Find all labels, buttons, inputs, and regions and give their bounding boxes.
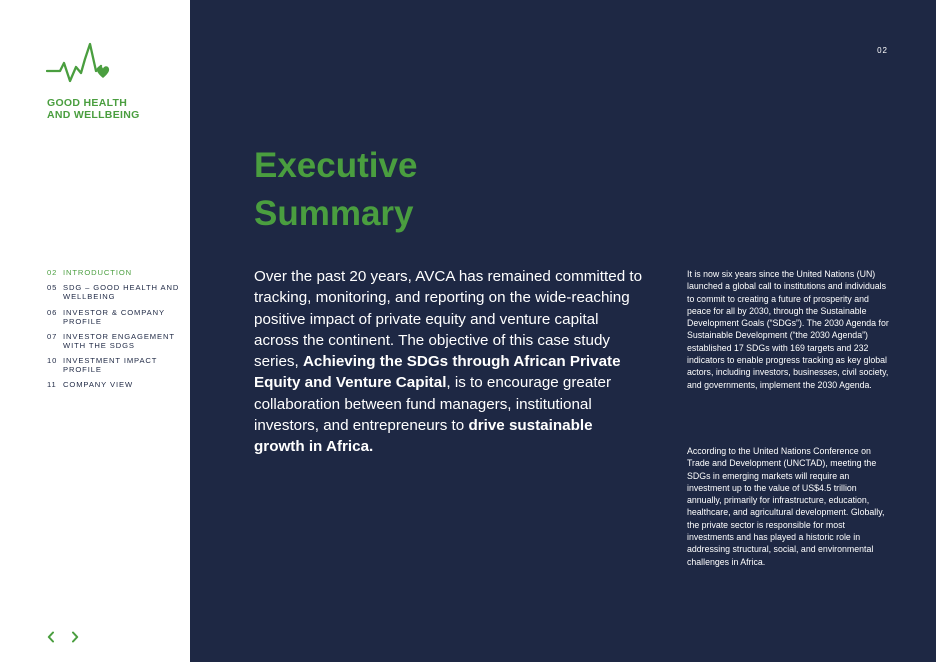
lead-bold-goal: drive sustainable growth in Africa.	[254, 417, 593, 456]
toc-item-number: 06	[47, 307, 58, 317]
prev-page-button[interactable]	[44, 630, 58, 644]
toc-item-number: 10	[47, 356, 58, 366]
next-page-button[interactable]	[68, 630, 82, 644]
toc-item-number: 02	[47, 268, 58, 277]
brand-line-1: GOOD HEALTH	[47, 97, 128, 109]
toc-item-label: INTRODUCTION	[63, 268, 133, 277]
page-title	[254, 142, 417, 238]
lead-bold-series-name: Achieving the SDGs through African Private Equity and Venture Capital	[254, 353, 621, 392]
main-content	[190, 0, 936, 662]
toc-item-label: INVESTMENT IMPACT PROFILE	[63, 356, 158, 375]
toc-item-label: INVESTOR & COMPANY PROFILE	[63, 307, 165, 326]
brand-line-2: AND WELLBEING	[47, 109, 140, 121]
toc-item-number: 05	[47, 283, 58, 293]
sidebar	[0, 0, 190, 662]
page-number: 02	[877, 46, 888, 55]
toc-item-introduction[interactable]	[47, 268, 181, 277]
toc-item-label: INVESTOR ENGAGEMENT WITH THE SDGS	[63, 331, 175, 350]
brand-title	[47, 97, 140, 121]
chevron-right-icon	[71, 631, 79, 643]
toc-item-investor-company-profile[interactable]	[47, 308, 181, 326]
lead-paragraph	[254, 266, 646, 458]
toc-item-investment-impact-profile[interactable]	[47, 356, 181, 374]
table-of-contents	[47, 268, 181, 396]
page-navigation	[44, 630, 82, 644]
lead-text-2: , is to encourage greater collaboration between fund managers, institutional investors, and entrepreneurs to	[254, 374, 612, 435]
heartbeat-heart-icon	[46, 42, 112, 90]
chevron-left-icon	[47, 631, 55, 643]
title-line-1: Executive	[254, 146, 418, 185]
toc-item-company-view[interactable]	[47, 380, 181, 389]
toc-item-investor-engagement[interactable]	[47, 332, 181, 350]
title-line-2: Summary	[254, 194, 414, 233]
side-paragraph-2: According to the United Nations Conference on Trade and Development (UNCTAD), meeting the SDGs in emerging markets will require an investment up to the value of US$4.5 trillion annually, primarily for infrastructure, education, healthcare, and agricultural development. Globally, the private sector is responsible for most investments and has played a historic role in addressing structural, social, and environmental challenges in Africa.	[687, 446, 885, 567]
toc-item-label: COMPANY VIEW	[63, 380, 134, 390]
side-paragraph-1: It is now six years since the United Nations (UN) launched a global call to institutions and individuals to commit to creating a future of prosperity and peace for all by 2030, through the Sustainable Development Goals (“SDGs”). The 2030 Agenda for Sustainable Development (“the 2030 Agenda”) established 17 SDGs with 169 targets and 232 indicators to enable progress tracking as key global actors, including investors, businesses, civil society, and governments, implement the 2030 Agenda.	[687, 269, 889, 390]
toc-item-label: SDG – GOOD HEALTH AND WELLBEING	[63, 283, 180, 302]
toc-item-number: 11	[47, 380, 57, 390]
lead-text-1: Over the past 20 years, AVCA has remained committed to tracking, monitoring, and reporting on the wide-reaching positive impact of private equity and venture capital across the continent. The objective of this case study series,	[254, 268, 643, 371]
toc-item-number: 07	[47, 331, 58, 341]
toc-item-sdg-good-health[interactable]	[47, 283, 181, 301]
